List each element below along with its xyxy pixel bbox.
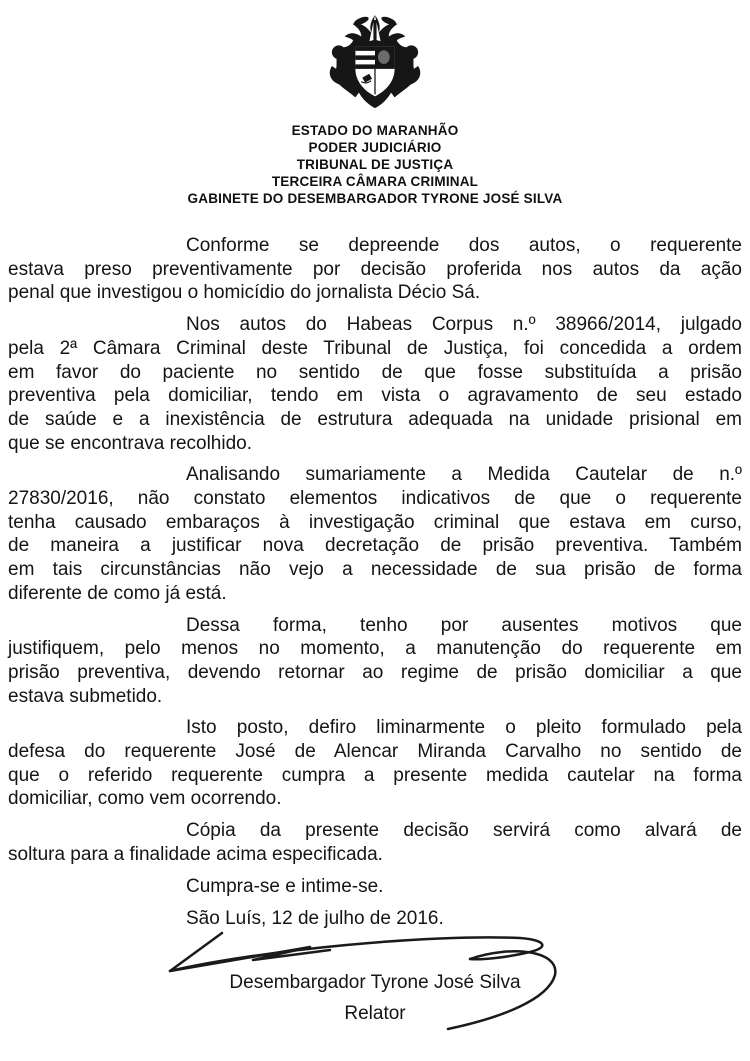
text-line: Conforme se depreende dos autos, o requerente [186, 235, 742, 256]
text-line: 27830/2016, não constato elementos indicativos de que o requerente [8, 488, 742, 510]
text-line: soltura para a finalidade acima especificada. [8, 843, 383, 865]
letterhead [0, 0, 750, 207]
text-line: que se encontrava recolhido. [8, 432, 252, 454]
paragraph-5 [8, 716, 742, 811]
text-line: Analisando sumariamente a Medida Cautelar de n.º [186, 464, 742, 486]
text-line: prisão preventiva, devendo retornar ao regime de prisão domiciliar a que [8, 661, 742, 683]
text-line: Dessa forma, tenho por ausentes motivos que [186, 614, 742, 636]
maranhao-coat-of-arms-icon [326, 13, 424, 115]
text-line: Isto posto, defiro liminarmente o pleito formulado pela [186, 717, 742, 739]
decision-body [0, 234, 750, 930]
text-line: em favor do paciente no sentido de que fosse substituída a prisão [8, 361, 742, 383]
closing-line-order: Cumpra-se e intime-se. [186, 875, 384, 897]
signer-name: Desembargador Tyrone José Silva [229, 972, 521, 993]
text-line: justifiquem, pelo menos no momento, a manutenção do requerente em [8, 638, 742, 660]
signer-role: Relator [344, 1002, 406, 1024]
closing-line-date: São Luís, 12 de julho de 2016. [186, 907, 444, 929]
paragraph-2 [8, 313, 742, 455]
paragraph-1 [8, 234, 742, 305]
text-line: Nos autos do Habeas Corpus n.º 38966/2014, julgado [186, 314, 742, 336]
text-line: em tais circunstâncias não vejo a necessidade de sua prisão de forma [8, 559, 742, 581]
text-line: estava preso preventivamente por decisão proferida nos autos da ação [8, 258, 742, 280]
paragraph-4 [8, 614, 742, 709]
letterhead-line-court: TRIBUNAL DE JUSTIÇA [296, 157, 454, 172]
text-line: tenha causado embaraços à investigação criminal que estava em curso, [8, 511, 742, 533]
text-line: pela 2ª Câmara Criminal deste Tribunal de Justiça, foi concedida a ordem [8, 337, 742, 359]
signature-block [8, 971, 742, 1025]
text-line: estava submetido. [8, 685, 163, 707]
text-line: defesa do requerente José de Alencar Miranda Carvalho no sentido de [8, 741, 742, 763]
text-line: domiciliar, como vem ocorrendo. [8, 788, 282, 810]
letterhead-line-chamber: TERCEIRA CÂMARA CRIMINAL [271, 174, 479, 189]
text-line: de maneira a justificar nova decretação de prisão preventiva. Também [8, 535, 742, 557]
letterhead-line-branch: PODER JUDICIÁRIO [308, 140, 442, 155]
paragraph-3 [8, 463, 742, 605]
text-line: diferente de como já está. [8, 582, 227, 604]
letterhead-line-cabinet: GABINETE DO DESEMBARGADOR TYRONE JOSÉ SILVA [187, 191, 563, 206]
text-line: que o referido requerente cumpra a presente medida cautelar na forma [8, 764, 742, 786]
letterhead-line-state: ESTADO DO MARANHÃO [291, 123, 459, 138]
paragraph-6 [8, 819, 742, 866]
text-line: de saúde e a inexistência de estrutura adequada na unidade prisional em [8, 408, 742, 430]
text-line: Cópia da presente decisão servirá como alvará de [186, 820, 742, 842]
text-line: penal que investigou o homicídio do jornalista Décio Sá. [8, 282, 481, 304]
text-line: preventiva pela domiciliar, tendo em vista o agravamento de seu estado [8, 385, 742, 407]
